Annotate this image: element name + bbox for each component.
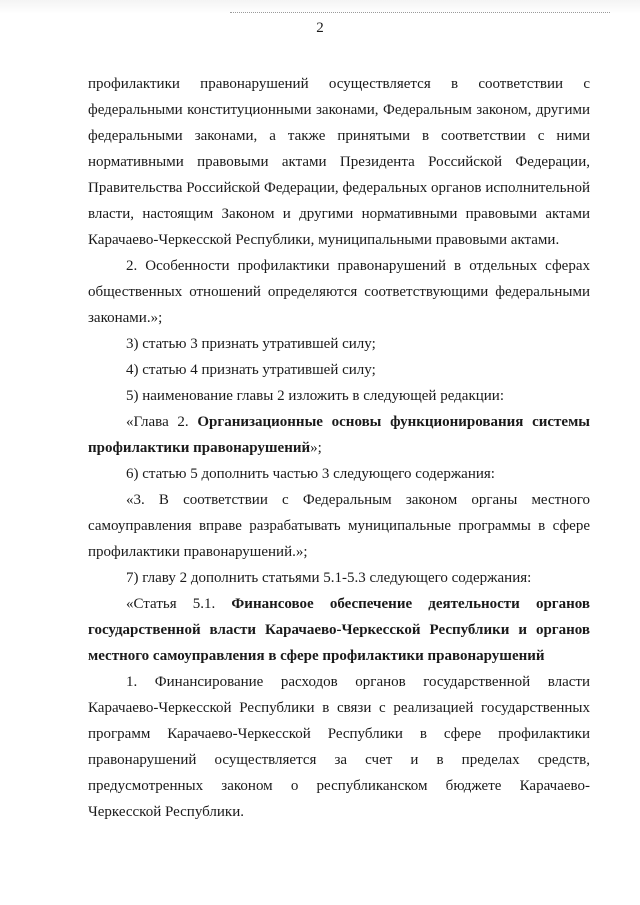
paragraph-4: 5) наименование главы 2 изложить в следующей редакции: [126,388,504,404]
paragraph-8: 7) главу 2 дополнить статьями 5.1-5.3 следующего содержания: [126,570,532,586]
paragraph-3: 4) статью 4 признать утратившей силу; [126,362,376,378]
paragraph-5 [88,409,590,461]
scan-artifact [230,12,610,14]
paragraph-5-prefix: «Глава 2. [126,414,198,430]
chapter-title-bold: Организационные основы функционирования системы профилактики правонарушений [88,414,591,456]
paragraph-2: 3) статью 3 признать утратившей силу; [126,336,376,352]
paragraph-0: профилактики правонарушений осуществляется в соответствии с федеральными конституционными законами, Федеральным законом, другими федеральными законами, а также принятыми в соответствии с ними нормативными правовыми актами Президента Российской Федерации, Правительства Российской Федерации, федеральных органов исполнительной власти, настоящим Законом и другими нормативными правовыми актами Карачаево-Черкесской Республики, муниципальными правовыми актами. [88,76,590,248]
paragraph-7: «3. В соответствии с Федеральным законом органы местного самоуправления вправе разрабатывать муниципальные программы в сфере профилактики правонарушений.»; [88,492,590,560]
paragraph-5-suffix: »; [310,440,322,456]
paragraph-9-prefix: «Статья 5.1. [126,596,232,612]
page-number: 2 [316,20,324,36]
paragraph-10: 1. Финансирование расходов органов государственной власти Карачаево-Черкесской Республики в связи с реализацией государственных программ Карачаево-Черкесской Республики в сфере профилактики правонарушений осуществляется за счет и в пределах средств, предусмотренных законом о республиканском бюджете Карачаево-Черкесской Республики. [88,674,590,820]
document-body [88,71,590,825]
article-title-bold: Финансовое обеспечение деятельности органов государственной власти Карачаево-Черкесской Республики и органов местного самоуправления в сфере профилактики правонарушений [88,596,590,664]
paragraph-1: 2. Особенности профилактики правонарушений в отдельных сферах общественных отношений определяются соответствующими федеральными законами.»; [88,258,590,326]
paragraph-6: 6) статью 5 дополнить частью 3 следующего содержания: [126,466,495,482]
paragraph-9 [88,591,590,669]
